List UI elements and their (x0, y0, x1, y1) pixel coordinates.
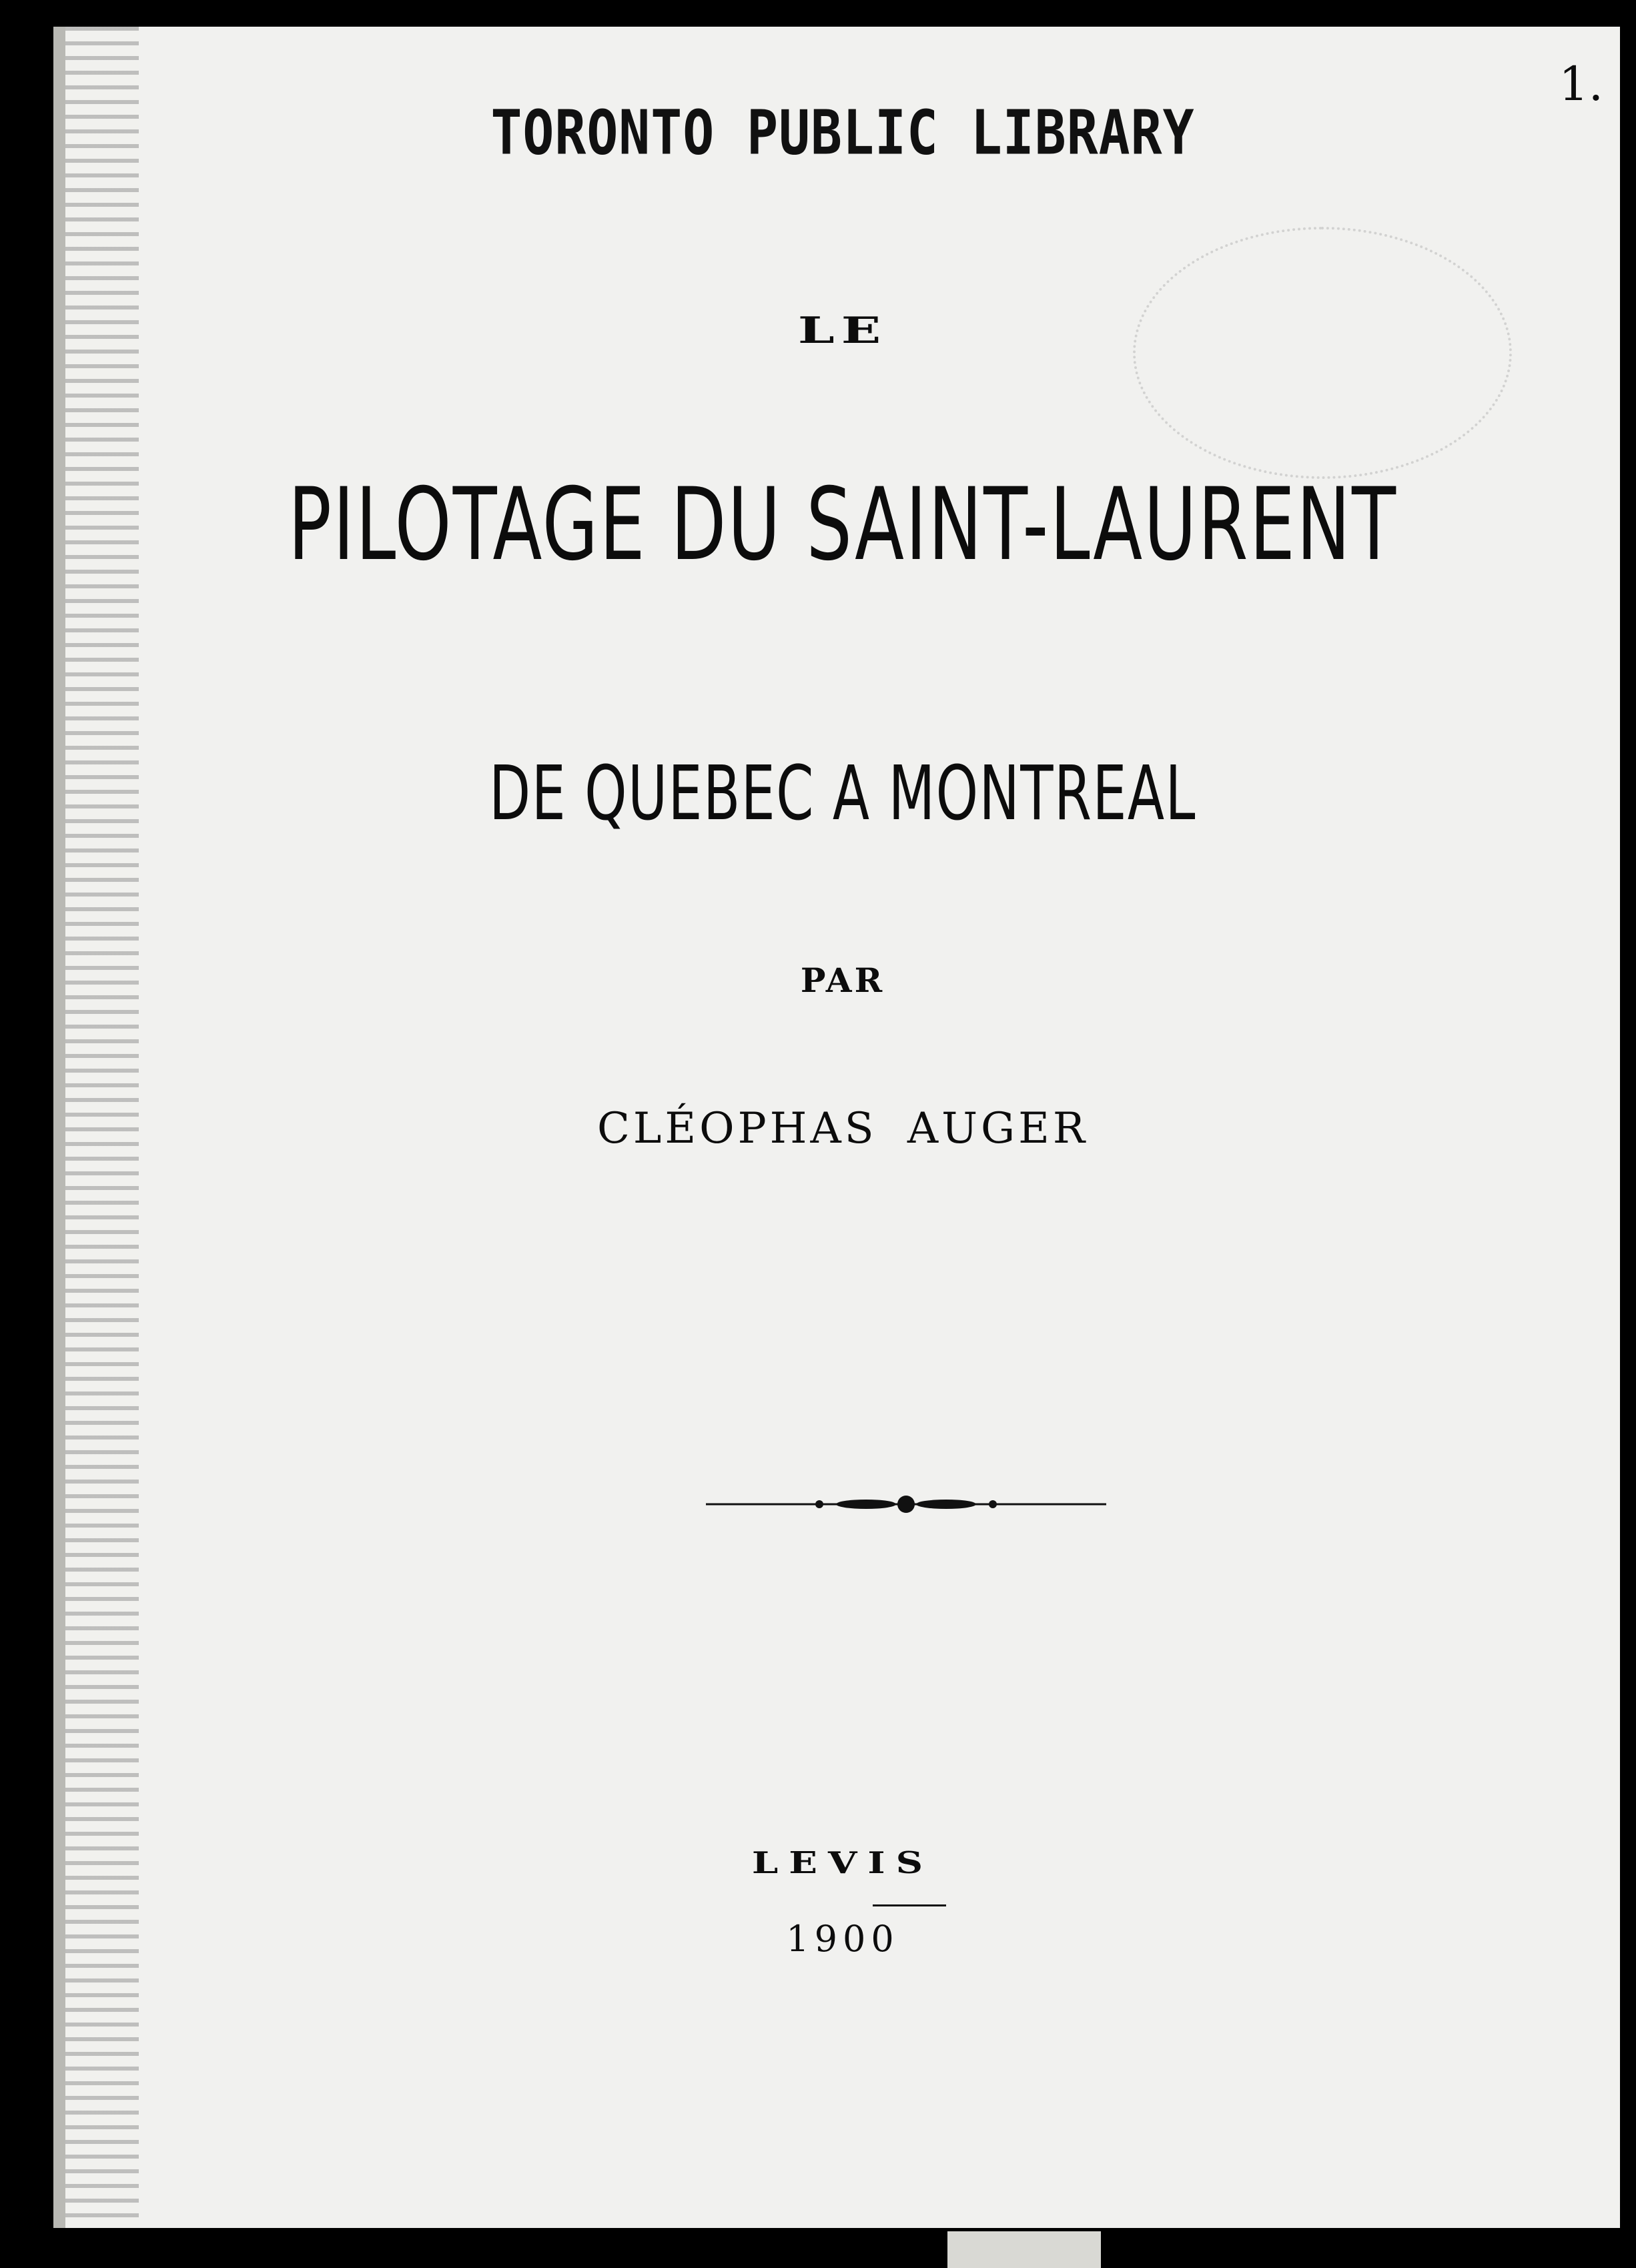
imprint-place: LEVIS (751, 1845, 934, 1881)
library-stamp: TORONTO PUBLIC LIBRARY (490, 97, 1195, 169)
emboss-seal (1133, 227, 1512, 479)
title-article: LE (797, 309, 888, 352)
main-title: PILOTAGE DU SAINT-LAURENT (288, 467, 1398, 583)
label-scrap (947, 2231, 1101, 2268)
author-name: CLÉOPHAS AUGER (596, 1104, 1089, 1153)
imprint-rule (873, 1904, 946, 1906)
imprint-year: 1900 (786, 1918, 899, 1960)
title-page (53, 27, 1620, 2228)
byline-par: PAR (800, 961, 885, 1000)
subtitle: DE QUEBEC A MONTREAL (489, 750, 1196, 837)
folio-number: 1. (1559, 57, 1603, 111)
ornament-rule (706, 1494, 1106, 1514)
